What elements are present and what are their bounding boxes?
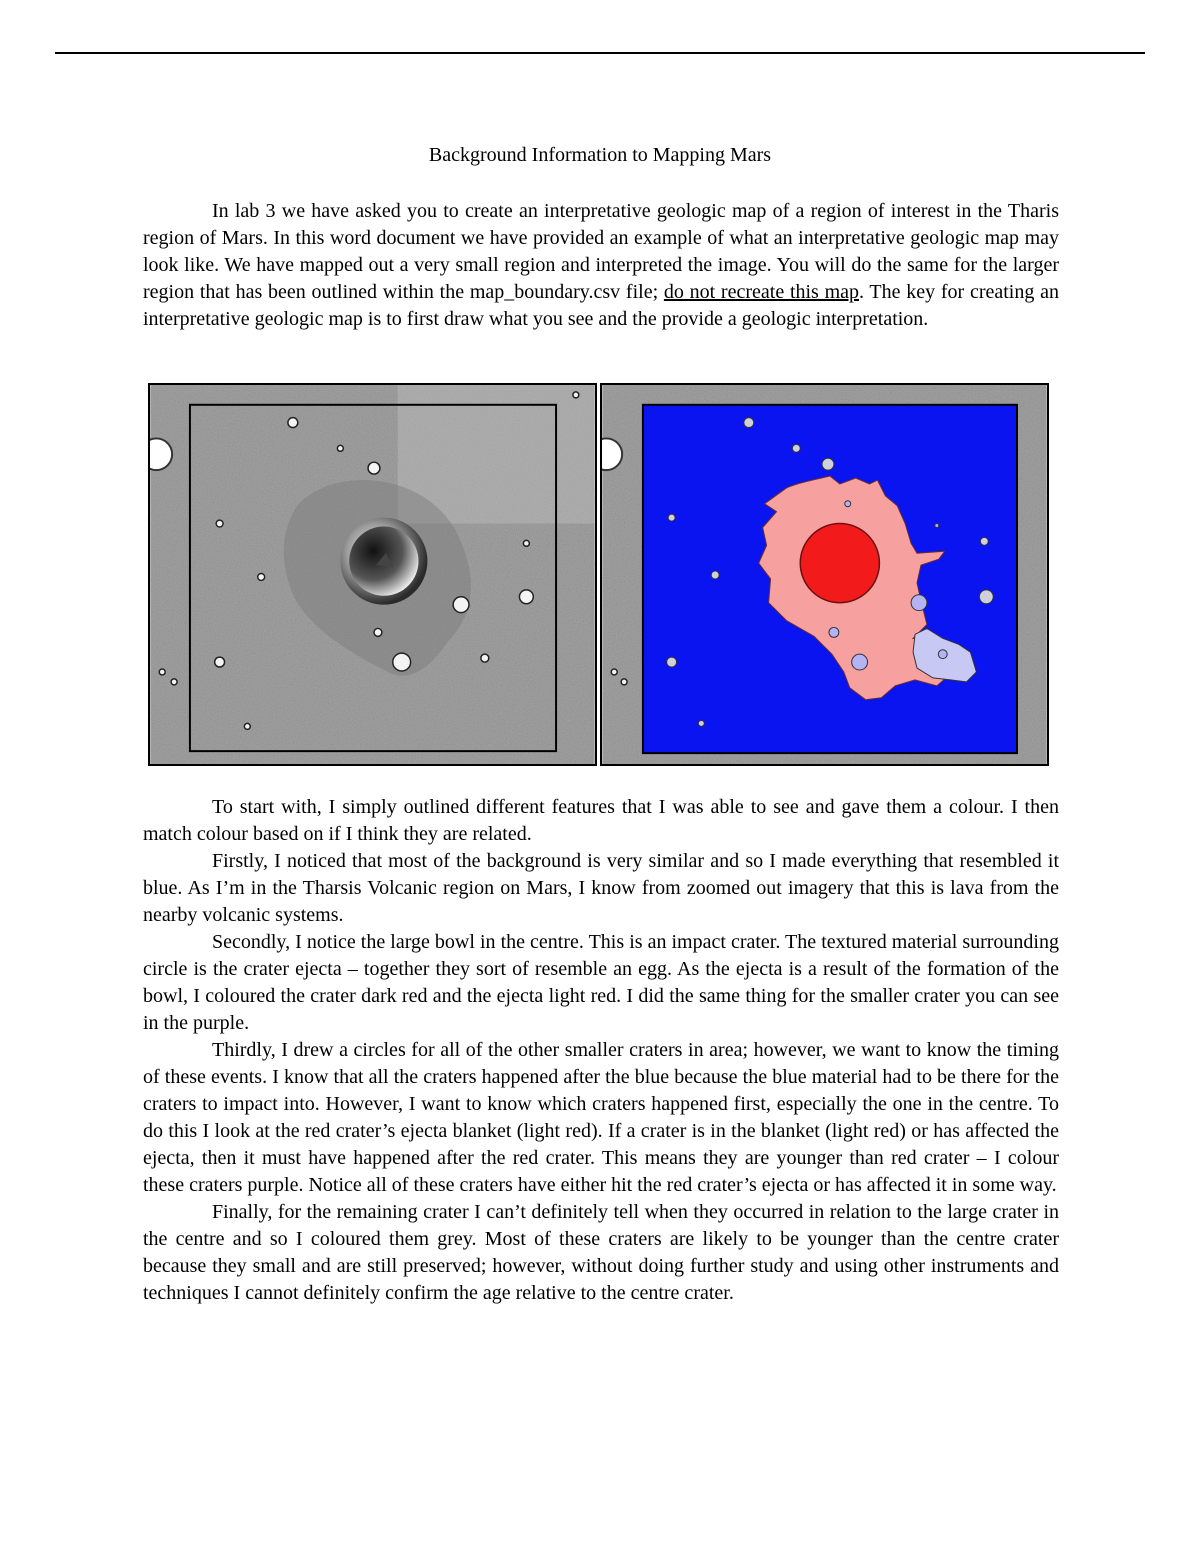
intro-paragraph xyxy=(143,198,1059,333)
intro-text-start: In lab 3 we have asked you to create an interpretative geologic map of a region of interest in the Tharis region of Mars. In this word document we have provided an example of what an interpretative geologic map may look like. We have mapped out a very small region and interpreted the image. You will do the same for the larger region that has been outlined within the map_boundary.csv file; xyxy=(143,200,1059,303)
top-rule xyxy=(55,52,1145,54)
document-title: Background Information to Mapping Mars xyxy=(428,144,772,166)
mars-photo-image xyxy=(150,385,595,764)
central-crater xyxy=(800,524,879,603)
mars-photo-panel xyxy=(148,383,597,766)
intro-text-end: . The key for creating an interpretative geologic map is to first draw what you see and the provide a geologic interpretation. xyxy=(143,281,1059,330)
mars-figure xyxy=(148,383,1052,768)
paragraph-2: Firstly, I noticed that most of the background is very similar and so I made everything that resembled it blue. As I’m in the Tharsis Volcanic region on Mars, I know from zoomed out imagery that this is lava from the nearby volcanic systems. xyxy=(143,850,1059,926)
geologic-map-image xyxy=(602,385,1047,764)
paragraph-5: Finally, for the remaining crater I can’t definitely tell when they occurred in relation to the large crater in the centre and so I coloured them grey. Most of these craters are likely to be younger than the centre crater because they small and are still preserved; however, without doing further study and using other instruments and techniques I cannot definitely confirm the age relative to the centre crater. xyxy=(143,1201,1059,1304)
body-text xyxy=(143,794,1059,1307)
paragraph-4: Thirdly, I drew a circles for all of the other smaller craters in area; however, we want to know the timing of these events. I know that all the craters happened after the blue because the blue material had to be there for the craters to impact into. However, I want to know which craters happened first, especially the one in the centre. To do this I look at the red crater’s ejecta blanket (light red). If a crater is in the blanket (light red) or has affected the ejecta, then it must have happened after the red crater. This means they are younger than red crater – I colour these craters purple. Notice all of these craters have either hit the red crater’s ejecta or has affected it in some way. xyxy=(143,1039,1059,1196)
paragraph-3: Secondly, I notice the large bowl in the centre. This is an impact crater. The textured material surrounding circle is the crater ejecta – together they sort of resemble an egg. As the ejecta is a result of the formation of the bowl, I coloured the crater dark red and the ejecta light red. I did the same thing for the smaller crater you can see in the purple. xyxy=(143,931,1059,1034)
geologic-map-panel xyxy=(600,383,1049,766)
intro-underlined-text: do not recreate this map xyxy=(663,281,860,303)
paragraph-1: To start with, I simply outlined different features that I was able to see and gave them a colour. I then match colour based on if I think they are related. xyxy=(143,796,1059,845)
